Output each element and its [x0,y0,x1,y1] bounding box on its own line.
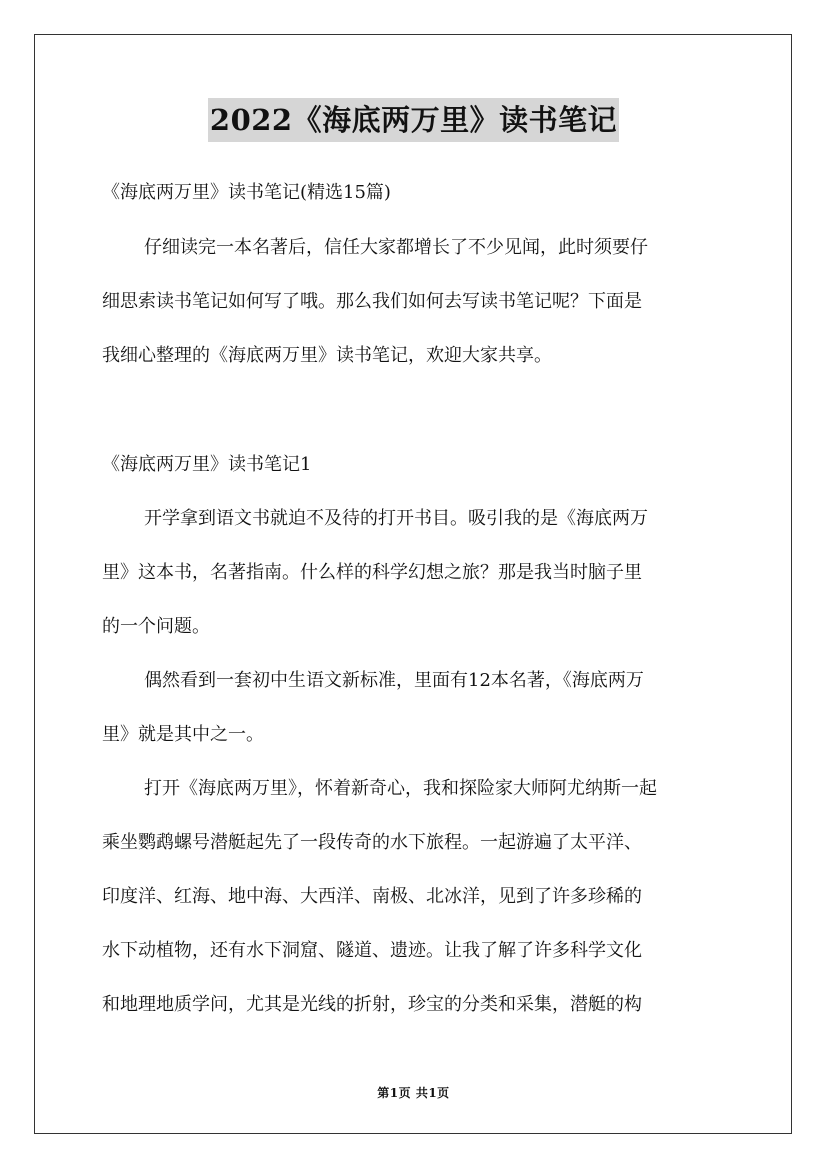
paragraph1-line-2: 里》这本书，名著指南。什么样的科学幻想之旅？那是我当时脑子里 [102,562,642,583]
document-title-text: 2022《海底两万里》读书笔记 [208,98,619,142]
intro-line-1: 仔细读完一本名著后，信任大家都增长了不少见闻，此时须要仔 [144,237,648,258]
paragraph1-line-3: 的一个问题。 [102,616,210,637]
paragraph1-line-1: 开学拿到语文书就迫不及待的打开书目。吸引我的是《海底两万 [144,508,648,529]
paragraph3-line-4: 水下动植物，还有水下洞窟、隧道、遗迹。让我了解了许多科学文化 [102,940,642,961]
paragraph2-line-1: 偶然看到一套初中生语文新标准，里面有12本名著，《海底两万 [144,670,644,691]
paragraph3-line-2: 乘坐鹦鹉螺号潜艇起先了一段传奇的水下旅程。一起游遍了太平洋、 [102,832,642,853]
intro-line-3: 我细心整理的《海底两万里》读书笔记，欢迎大家共享。 [102,345,552,366]
page-footer: 第1页 共1页 [377,1086,450,1100]
paragraph3-line-1: 打开《海底两万里》，怀着新奇心，我和探险家大师阿尤纳斯一起 [144,778,657,799]
document-title [0,98,827,142]
paragraph3-line-5: 和地理地质学问，尤其是光线的折射，珍宝的分类和采集，潜艇的构 [102,994,642,1015]
intro-line-2: 细思索读书笔记如何写了哦。那么我们如何去写读书笔记呢？下面是 [102,291,642,312]
paragraph2-line-2: 里》就是其中之一。 [102,724,264,745]
paragraph3-line-3: 印度洋、红海、地中海、大西洋、南极、北冰洋，见到了许多珍稀的 [102,886,642,907]
document-subtitle: 《海底两万里》读书笔记(精选15篇) [102,182,391,203]
section-heading: 《海底两万里》读书笔记1 [102,454,312,475]
